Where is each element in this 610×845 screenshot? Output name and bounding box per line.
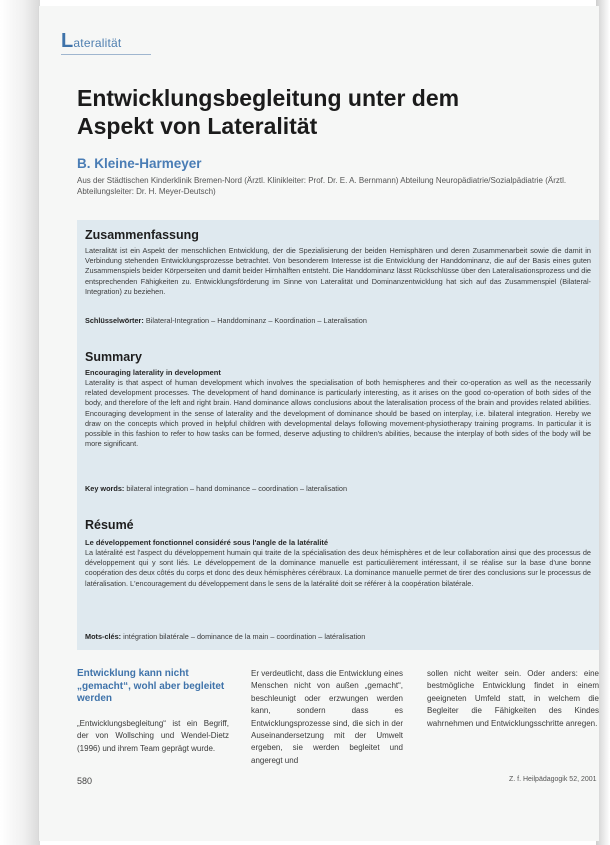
- article-affiliation: Aus der Städtischen Kinderklinik Bremen-Nord (Ärztl. Klinikleiter: Prof. Dr. E. A. Bernmann) Abteilung Neuropädiatrie/Sozialpädiatrie (Ärztl. Abteilungsleiter: Dr. H. Meyer-Deutsch): [77, 176, 567, 196]
- body-column-2: Er verdeutlicht, dass die Entwicklung eines Menschen nicht von außen „gemacht“, beschleunigt oder erzwungen werden kann, sondern dass es Entwicklungsprozesse sind, die sich in der Auseinandersetzung mit der Umwelt ergeben, sie werden begleitet und angeregt und: [251, 669, 403, 765]
- zusammenfassung-body: Lateralität ist ein Aspekt der menschlichen Entwicklung, der die Spezialisierung der beiden Hemisphären und deren Zusammenarbeit sowie die damit in Verbindung stehenden Entwicklungsprozesse betrachtet. Von besonderem Interesse ist die Entwicklung der Handdominanz, die auf der Basis eines guten Zusammenspiels beider Körperseiten und damit beider Hirnhälften entsteht. Die Handdominanz lässt Rückschlüsse über den Lateralisationsprozess und die entsprechenden Fähigkeiten zu. Entwicklungsförderung im Sinne von Lateralität und Dominanzentwicklung hat sich auf das Zusammenspiel (Bilateral-Integration) zu beziehen.: [85, 246, 591, 296]
- section-initial: L: [61, 30, 74, 52]
- body-column-3: sollen nicht weiter sein. Oder anders: eine bestmögliche Entwicklung findet in einem geeigneten Umfeld statt, in welchem die Begleiter die Fähigkeiten des Kindes wahrnehmen und Entwicklungsschritte anregen.: [427, 669, 599, 728]
- summary-keywords: [85, 484, 591, 493]
- summary-body: Laterality is that aspect of human development which involves the specialisation of both hemispheres and their co-operation as well as the necessarily related development processes. The development of hand dominance is particularly interesting, as it arises on the good co-operation of both sides of the body, and therefore of the left and right brain. Hand dominance allows conclusions about the lateralisation process of the brain and provides related abilities. Encouraging development in the sense of laterality and the development of dominance should be based on interplay, i.e. bilateral integration. Hereby we draw on the concepts which proved in helpful children with developmental delays following movement-physiotherapy training programs. In particular it is possible in this fashion to refer to how tasks can be formed, deserve adjusting to children's abilities, because the interplay of both sides of the body will be more significant.: [85, 378, 591, 449]
- article-author: B. Kleine-Harmeyer: [77, 156, 202, 171]
- keywords-text: Bilateral-Integration – Handdominanz – Koordination – Lateralisation: [145, 316, 367, 325]
- keywords-text: intégration bilatérale – dominance de la main – coordination – latéralisation: [123, 632, 366, 641]
- journal-reference: Z. f. Heilpädagogik 52, 2001: [509, 776, 597, 783]
- page-number: 580: [77, 776, 93, 786]
- section-rule: [61, 54, 151, 55]
- section-heading: Entwicklung kann nicht „gemacht“, wohl aber begleitet werden: [77, 668, 225, 704]
- section-label: ateralität: [73, 36, 122, 50]
- zusammenfassung-keywords: [85, 316, 591, 325]
- resume-subtitle: Le développement fonctionnel considéré sous l'angle de la latéralité: [85, 538, 329, 547]
- keywords-label: Mots-clés:: [85, 632, 122, 641]
- keywords-label: Schlüsselwörter:: [85, 316, 144, 325]
- summary-heading: Summary: [85, 350, 142, 364]
- keywords-label: Key words:: [85, 484, 125, 493]
- article-title: Entwicklungsbegleitung unter dem Aspekt von Lateralität: [77, 85, 460, 139]
- summary-subtitle: Encouraging laterality in development: [85, 368, 221, 377]
- page-shadow: [0, 0, 40, 845]
- keywords-text: bilateral integration – hand dominance – coordination – lateralisation: [126, 484, 348, 493]
- resume-body: La latéralité est l'aspect du développement humain qui traite de la spécialisation des deux hémisphères et de leur collaboration ainsi que des processus de développement qui y sont liés. Le développement de la dominance manuelle est particulièrement intéressant, il se réalise sur la base d'une bonne coopération des deux côtés du corps et donc des deux hémisphères cérébraux. La dominance manuelle permet de tirer des conclusions sur le processus de latéralisation. L'encouragement du développement dans le sens de la latéralité doit se référer à la coopération bilatérale.: [85, 548, 591, 588]
- resume-heading: Résumé: [85, 518, 134, 532]
- section-tag: [61, 30, 121, 53]
- body-column-1: „Entwicklungsbegleitung“ ist ein Begriff, der von Wollsching und Wendel-Dietz (1996) und ihrem Team geprägt wurde.: [77, 719, 229, 753]
- zusammenfassung-heading: Zusammenfassung: [85, 228, 199, 242]
- resume-keywords: [85, 632, 591, 641]
- abstract-box: [77, 220, 599, 650]
- paper-page: [38, 6, 599, 841]
